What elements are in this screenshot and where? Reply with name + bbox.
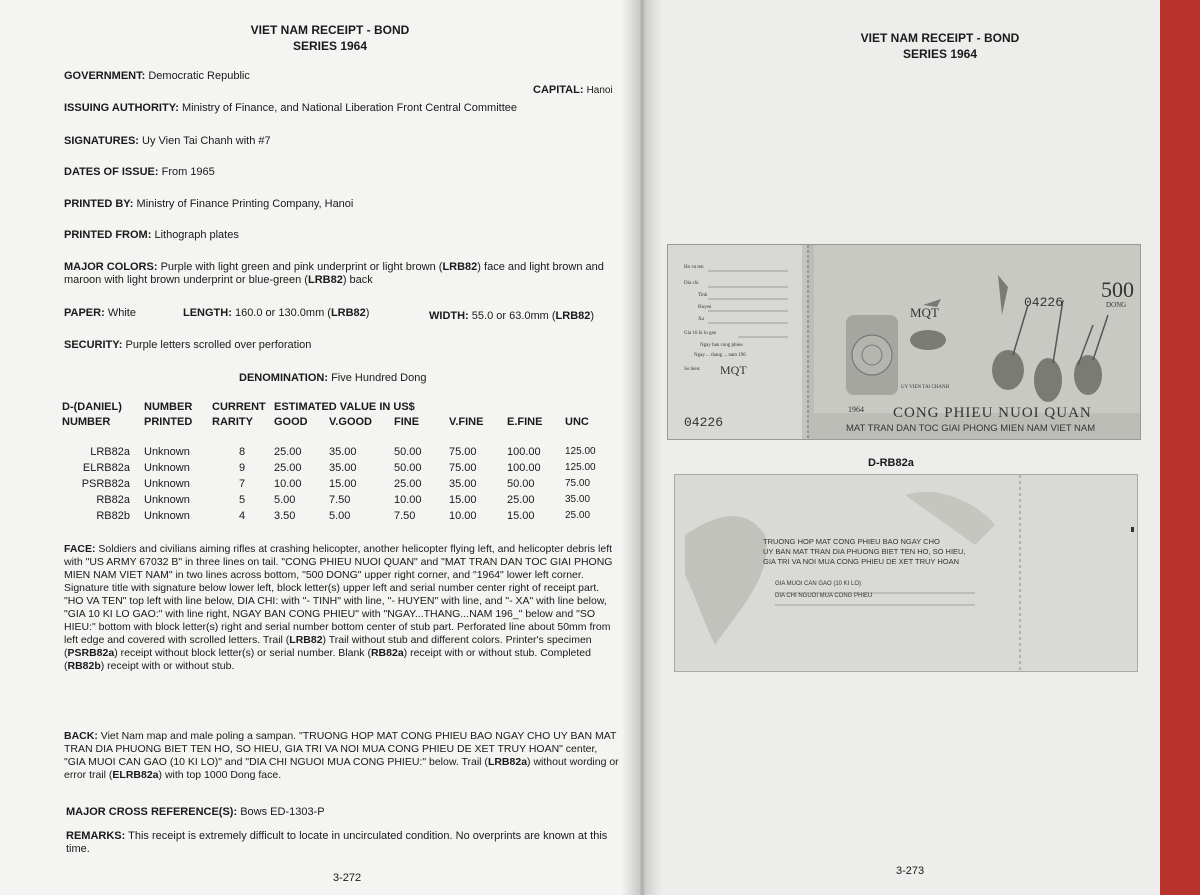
face-text-5: ) receipt with or without stub. (100, 660, 235, 672)
stub-field: Ho va ten (684, 265, 704, 270)
left-page-number: 3-272 (333, 872, 362, 884)
denomination-label: DENOMINATION: (239, 372, 329, 384)
table-header-row-1 (62, 400, 615, 415)
government-line (64, 70, 250, 83)
major-colors-line (64, 261, 619, 287)
security-line (64, 339, 311, 352)
header-unc: UNC (565, 416, 589, 428)
capital-line (533, 84, 613, 97)
back-line-3: GIA TRI VA NOI MUA CONG PHIEU DE XET TRUY HOAN (763, 557, 960, 566)
issuing-line (64, 102, 517, 115)
issuing-value: Ministry of Finance, and National Liberation Front Central Committee (181, 102, 517, 114)
stub-field: Gia 10 ki lo gao (684, 331, 717, 336)
note-dong: DONG (1106, 301, 1127, 309)
face-ref-1: LRB82 (289, 634, 323, 646)
face-ref-3: RB82a (370, 647, 404, 659)
stub-serial: 04226 (684, 415, 724, 430)
header-current: CURRENT (212, 401, 266, 413)
table-row: PSRB82a Unknown 7 10.00 15.00 25.00 35.00 50.00 75.00 (81, 478, 591, 490)
stub-block-letters: MQT (720, 363, 747, 377)
back-text-3: ) with top 1000 Dong face. (158, 769, 282, 781)
denomination-value: Five Hundred Dong (331, 372, 427, 384)
left-heading-title: VIET NAM RECEIPT - BOND (250, 23, 410, 37)
signature-title: UY VIEN TAI CHANH (901, 385, 950, 390)
stub-field: Xa (698, 317, 704, 322)
back-ref-1: LRB82a (487, 756, 528, 768)
face-text-2: ) Trail without stub and different colors. Printer's specimen ( (64, 634, 592, 659)
issuing-label: ISSUING AUTHORITY: (64, 102, 179, 114)
header-efine: E.FINE (507, 416, 543, 428)
book-gutter-shadow (622, 0, 662, 895)
paper-label: PAPER: (64, 307, 105, 319)
length-label: LENGTH: (183, 307, 232, 319)
colors-label: MAJOR COLORS: (64, 261, 158, 273)
back-text: Viet Nam map and male poling a sampan. "TRUONG HOP MAT CONG PHIEU BAO NGAY CHO UY BAN MAT TRAN DIA PHUONG BIET TEN HO, SO HIEU, GIA TRI VA NOI MUA CONG PHIEU DE XET TRUY HOAN" center, "GIA MUOI CAN GAO (10 KI LO)" and "DIA CHI NGUOI MUA CONG PHIEU:" below. Trail ( (64, 730, 617, 768)
width-close: ) (590, 310, 595, 322)
stub-field: Huyen (698, 305, 712, 310)
signatures-line (64, 135, 271, 148)
right-page-number: 3-273 (896, 865, 925, 877)
government-value: Democratic Republic (148, 70, 250, 82)
colors-ref-2: LRB82 (307, 274, 343, 286)
dates-line (64, 166, 215, 179)
security-value: Purple letters scrolled over perforation (125, 339, 312, 351)
note-title: CONG PHIEU NUOI QUAN (893, 405, 1092, 421)
right-heading-series: SERIES 1964 (902, 47, 978, 61)
header-good: GOOD (274, 416, 308, 428)
government-label: GOVERNMENT: (64, 70, 146, 82)
dates-value: From 1965 (161, 166, 215, 178)
length-value: 160.0 or 130.0mm ( (234, 307, 331, 319)
header-vfine: V.FINE (449, 416, 484, 428)
security-label: SECURITY: (64, 339, 123, 351)
back-line-5: DIA CHI NGUOI MUA CONG PHIEU (775, 593, 873, 599)
face-ref-2: PSRB82a (67, 647, 115, 659)
header-fine: FINE (394, 416, 420, 428)
signatures-label: SIGNATURES: (64, 135, 139, 147)
right-heading-title: VIET NAM RECEIPT - BOND (860, 31, 1020, 45)
width-value: 55.0 or 63.0mm ( (471, 310, 556, 322)
stub-field: So hieu: (684, 367, 701, 372)
header-vgood: V.GOOD (329, 416, 372, 428)
width-line (429, 310, 594, 323)
table-row: LRB82a Unknown 8 25.00 35.00 50.00 75.00 100.00 125.00 (90, 446, 596, 458)
table-header-row-2 (62, 415, 615, 430)
back-text-2: ) without wording or error trail ( (64, 756, 619, 781)
stub-field: Dia chi (684, 281, 699, 286)
remarks-text: This receipt is extremely difficult to locate in uncirculated condition. No overprints are known at this time. (66, 830, 608, 855)
note-block-letters: MQT (910, 305, 939, 320)
table-row: ELRB82a Unknown 9 25.00 35.00 50.00 75.00 100.00 125.00 (82, 462, 596, 474)
valuation-table (62, 400, 615, 524)
note-denomination: 500 (1101, 277, 1134, 302)
printed-by-line (64, 198, 353, 211)
length-ref: LRB82 (330, 307, 366, 319)
stub-field: Ngay ban cong phieu (700, 343, 743, 348)
back-ref-2: ELRB82a (112, 769, 159, 781)
back-line-1: TRUONG HOP MAT CONG PHIEU BAO NGAY CHO (763, 537, 940, 546)
cross-reference-line (66, 806, 325, 819)
note-face-image (667, 244, 1141, 440)
left-page-heading (230, 22, 430, 54)
back-label: BACK: (64, 730, 98, 742)
note-serial: 04226 (1024, 295, 1064, 310)
back-line-2: UY BAN MAT TRAN DIA PHUONG BIET TEN HO, SO HIEU, (763, 547, 966, 556)
face-text-4: ) receipt with or without stub. Completed ( (64, 647, 591, 672)
header-number: NUMBER (144, 401, 193, 413)
header-printed: PRINTED (144, 416, 193, 428)
face-text-3: ) receipt without block letter(s) or serial number. Blank ( (114, 647, 371, 659)
table-row: RB82a Unknown 5 5.00 7.50 10.00 15.00 25.00 35.00 (96, 494, 591, 506)
right-page (640, 0, 1160, 895)
face-ref-4: RB82b (67, 660, 101, 672)
note-year: 1964 (848, 405, 864, 414)
colors-text-3: ) back (342, 274, 373, 286)
colors-ref-1: LRB82 (442, 261, 478, 273)
capital-label: CAPITAL: (533, 84, 584, 96)
remarks-paragraph (66, 830, 621, 856)
note-back-art (675, 475, 1137, 671)
note-back-image (674, 474, 1138, 672)
denomination-line (239, 372, 426, 385)
table-row: RB82b Unknown 4 3.50 5.00 7.50 10.00 15.00 25.00 (96, 510, 591, 522)
length-line (183, 307, 369, 320)
stub-field: Ngay ... thang ... nam 196 (694, 353, 746, 358)
face-text: Soldiers and civilians aiming rifles at crashing helicopter, another helicopter flying left, and helicopter debris left with "US ARMY 67032 B" in three lines on tail. "CONG PHIEU NUOI QUAN" and "MAT TRAN DAN TOC GIAI PHONG MIEN NAM VIET NAM" in two lines across bottom, "500 DONG" upper right corner, and "1964" lower left corner. Signature title with signature below lower left, block letter(s) upper left and serial number center right of receipt part. "HO VA TEN" top left with line below, DIA CHI: with "- TINH" with line, "- HUYEN" with line, and "- XA" with line below, "GIA 10 KI LO GAO:" with line right, NGAY BAN CONG PHIEU" with "NGAY...THANG...NAM 196_" below and "SO HIEU:" bottom with block letter(s) right and serial number bottom center of stub part. Perforated line about 50mm from left edge and covered with scrolled letters. Trail ( (64, 543, 613, 646)
header-rarity: RARITY (212, 416, 253, 428)
cross-value: Bows ED-1303-P (240, 806, 325, 818)
dates-label: DATES OF ISSUE: (64, 166, 159, 178)
printed-by-label: PRINTED BY: (64, 198, 134, 210)
header-estimated-value: ESTIMATED VALUE IN US$ (274, 401, 415, 413)
capital-value: Hanoi (586, 85, 613, 96)
back-line-4: GIA MUOI CAN GAO (10 KI LO) (775, 581, 862, 587)
width-label: WIDTH: (429, 310, 469, 322)
length-close: ) (365, 307, 370, 319)
header-daniel: D-(DANIEL) (62, 401, 122, 413)
remarks-label: REMARKS: (66, 830, 126, 842)
left-heading-series: SERIES 1964 (292, 39, 368, 53)
face-paragraph (64, 543, 619, 673)
printed-from-label: PRINTED FROM: (64, 229, 152, 241)
signatures-value: Uy Vien Tai Chanh with #7 (142, 135, 271, 147)
colors-text-2: ) face and light brown and maroon with light brown underprint or blue-green ( (64, 261, 604, 286)
stub-field: Tinh (698, 293, 708, 298)
printed-from-line (64, 229, 239, 242)
back-paragraph (64, 730, 619, 782)
paper-value: White (107, 307, 136, 319)
width-ref: LRB82 (555, 310, 591, 322)
colors-text-1: Purple with light green and pink underprint or light brown ( (160, 261, 443, 273)
right-page-heading (840, 30, 1040, 62)
face-label: FACE: (64, 543, 96, 555)
header-number-2: NUMBER (62, 416, 111, 428)
cross-label: MAJOR CROSS REFERENCE(S): (66, 806, 238, 818)
printed-from-value: Lithograph plates (154, 229, 239, 241)
printed-by-value: Ministry of Finance Printing Company, Hanoi (136, 198, 354, 210)
note-caption: D-RB82a (868, 457, 914, 469)
paper-line (64, 307, 136, 320)
note-subtitle: MAT TRAN DAN TOC GIAI PHONG MIEN NAM VIET NAM (846, 423, 1096, 434)
